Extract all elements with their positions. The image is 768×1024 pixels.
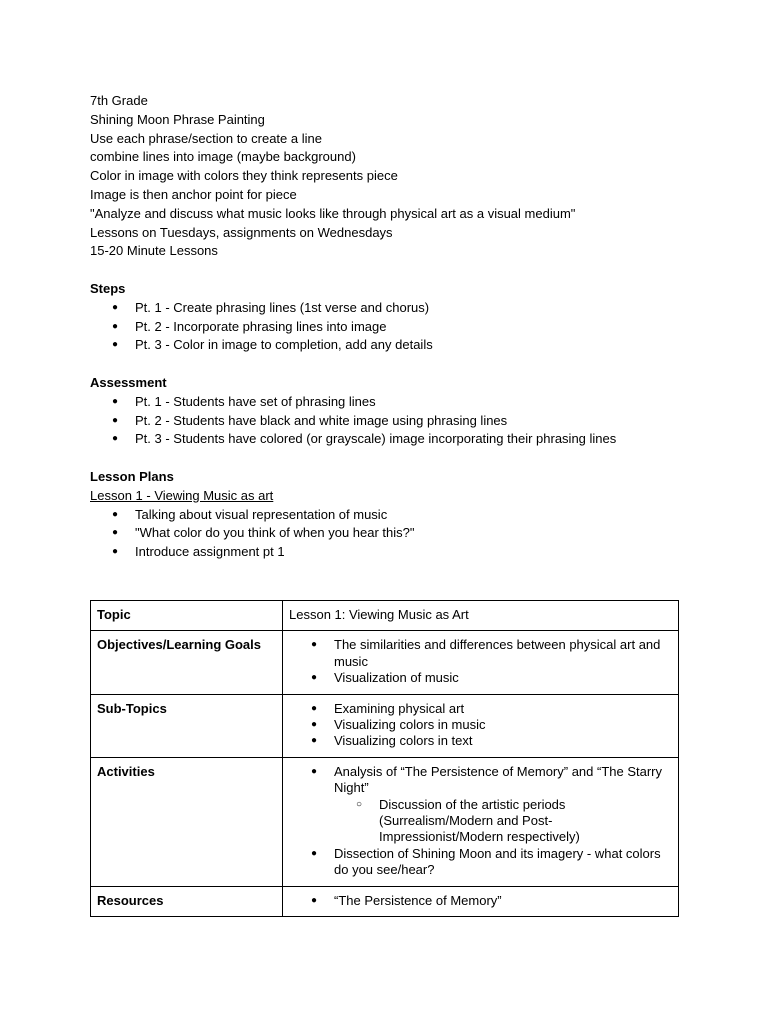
list-item (90, 506, 690, 525)
list-item (289, 701, 672, 717)
list-item (90, 318, 690, 337)
bullet-icon: ● (112, 433, 119, 445)
project-title: Shining Moon Phrase Painting (90, 111, 265, 127)
list-item (289, 670, 672, 686)
topic-value: Lesson 1: Viewing Music as Art (283, 601, 679, 631)
resources-list (289, 893, 672, 909)
bullet-icon: ● (112, 508, 119, 520)
intro-line: Color in image with colors they think represents piece (90, 168, 398, 184)
activities-sublist (334, 797, 672, 846)
bullet-icon: ● (311, 847, 318, 859)
bullet-icon: ● (112, 395, 119, 407)
list-item (289, 893, 672, 909)
table-row (91, 694, 679, 757)
table-row (91, 601, 679, 631)
hollow-bullet-icon: ○ (356, 798, 363, 810)
lesson-1-title: Lesson 1 - Viewing Music as art (90, 487, 274, 503)
subtopics-list (289, 701, 672, 750)
bullet-icon: ● (311, 702, 318, 714)
intro-line: Use each phrase/section to create a line (90, 130, 322, 146)
intro-line: combine lines into image (maybe background) (90, 149, 356, 165)
list-item-text: "What color do you think of when you hear this?" (135, 525, 415, 541)
list-item-text: “The Persistence of Memory” (334, 892, 502, 908)
intro-line: 15-20 Minute Lessons (90, 243, 218, 259)
steps-heading: Steps (90, 280, 126, 296)
list-item (334, 797, 672, 846)
list-item (289, 717, 672, 733)
objectives-list (289, 637, 672, 686)
objectives-label: Objectives/Learning Goals (91, 631, 283, 694)
subtopics-label: Sub-Topics (91, 694, 283, 757)
list-item (90, 299, 690, 318)
lesson-plans-heading: Lesson Plans (90, 468, 174, 484)
activities-cell (283, 757, 679, 886)
bullet-icon: ● (311, 894, 318, 906)
lesson-plan-table (90, 600, 679, 917)
list-item (90, 543, 690, 562)
list-item (289, 637, 672, 670)
list-item-text: Pt. 1 - Create phrasing lines (1st verse and chorus) (135, 299, 430, 315)
assessment-list (90, 393, 690, 449)
resources-cell (283, 886, 679, 916)
list-item-text: Pt. 3 - Students have colored (or grayscale) image incorporating their phrasing lines (135, 431, 617, 447)
list-item-text: Pt. 1 - Students have set of phrasing lines (135, 393, 376, 409)
bullet-icon: ● (112, 527, 119, 539)
objectives-cell (283, 631, 679, 694)
list-item (90, 412, 690, 431)
list-item (90, 393, 690, 412)
topic-label: Topic (91, 601, 283, 631)
bullet-icon: ● (112, 414, 119, 426)
bullet-icon: ● (311, 639, 318, 651)
resources-label: Resources (91, 886, 283, 916)
list-item-text: Pt. 2 - Students have black and white image using phrasing lines (135, 412, 508, 428)
table-row (91, 886, 679, 916)
list-item (289, 846, 672, 879)
bullet-icon: ● (112, 339, 119, 351)
bullet-icon: ● (311, 765, 318, 777)
list-item-text: Pt. 3 - Color in image to completion, add any details (135, 337, 433, 353)
list-item-text: Pt. 2 - Incorporate phrasing lines into image (135, 318, 387, 334)
assessment-heading: Assessment (90, 374, 167, 390)
list-item (90, 430, 690, 449)
list-item-text: Visualizing colors in music (334, 717, 486, 733)
list-item (90, 524, 690, 543)
list-item-text: Talking about visual representation of music (135, 506, 388, 522)
list-item (90, 336, 690, 355)
bullet-icon: ● (311, 672, 318, 684)
spacer (90, 261, 690, 280)
list-item-text: Visualizing colors in text (334, 733, 473, 749)
list-item (289, 764, 672, 846)
grade-line: 7th Grade (90, 93, 148, 108)
steps-list (90, 299, 690, 355)
list-item (289, 733, 672, 749)
intro-line: Image is then anchor point for piece (90, 186, 297, 202)
subtopics-cell (283, 694, 679, 757)
bullet-icon: ● (112, 320, 119, 332)
document-body (90, 92, 690, 562)
intro-quote: "Analyze and discuss what music looks like through physical art as a visual medium" (90, 205, 576, 221)
intro-line: Lessons on Tuesdays, assignments on Wednesdays (90, 224, 393, 240)
lesson-1-list (90, 506, 690, 562)
spacer (90, 449, 690, 468)
activities-label: Activities (91, 757, 283, 886)
activities-list (289, 764, 672, 879)
list-item-text: Dissection of Shining Moon and its imagery - what colors do you see/hear? (334, 845, 661, 878)
list-item-text: Visualization of music (334, 670, 459, 686)
list-item-text: Discussion of the artistic periods (Surrealism/Modern and Post-Impressionist/Modern respectively) (379, 796, 580, 845)
bullet-icon: ● (112, 546, 119, 558)
bullet-icon: ● (112, 301, 119, 313)
spacer (90, 355, 690, 374)
list-item-text: Analysis of “The Persistence of Memory” and “The Starry Night” (334, 763, 663, 796)
table-row (91, 631, 679, 694)
list-item-text: Examining physical art (334, 700, 465, 716)
bullet-icon: ● (311, 719, 318, 731)
bullet-icon: ● (311, 735, 318, 747)
list-item-text: Introduce assignment pt 1 (135, 544, 285, 560)
table-row (91, 757, 679, 886)
list-item-text: The similarities and differences between physical art and music (334, 637, 661, 669)
